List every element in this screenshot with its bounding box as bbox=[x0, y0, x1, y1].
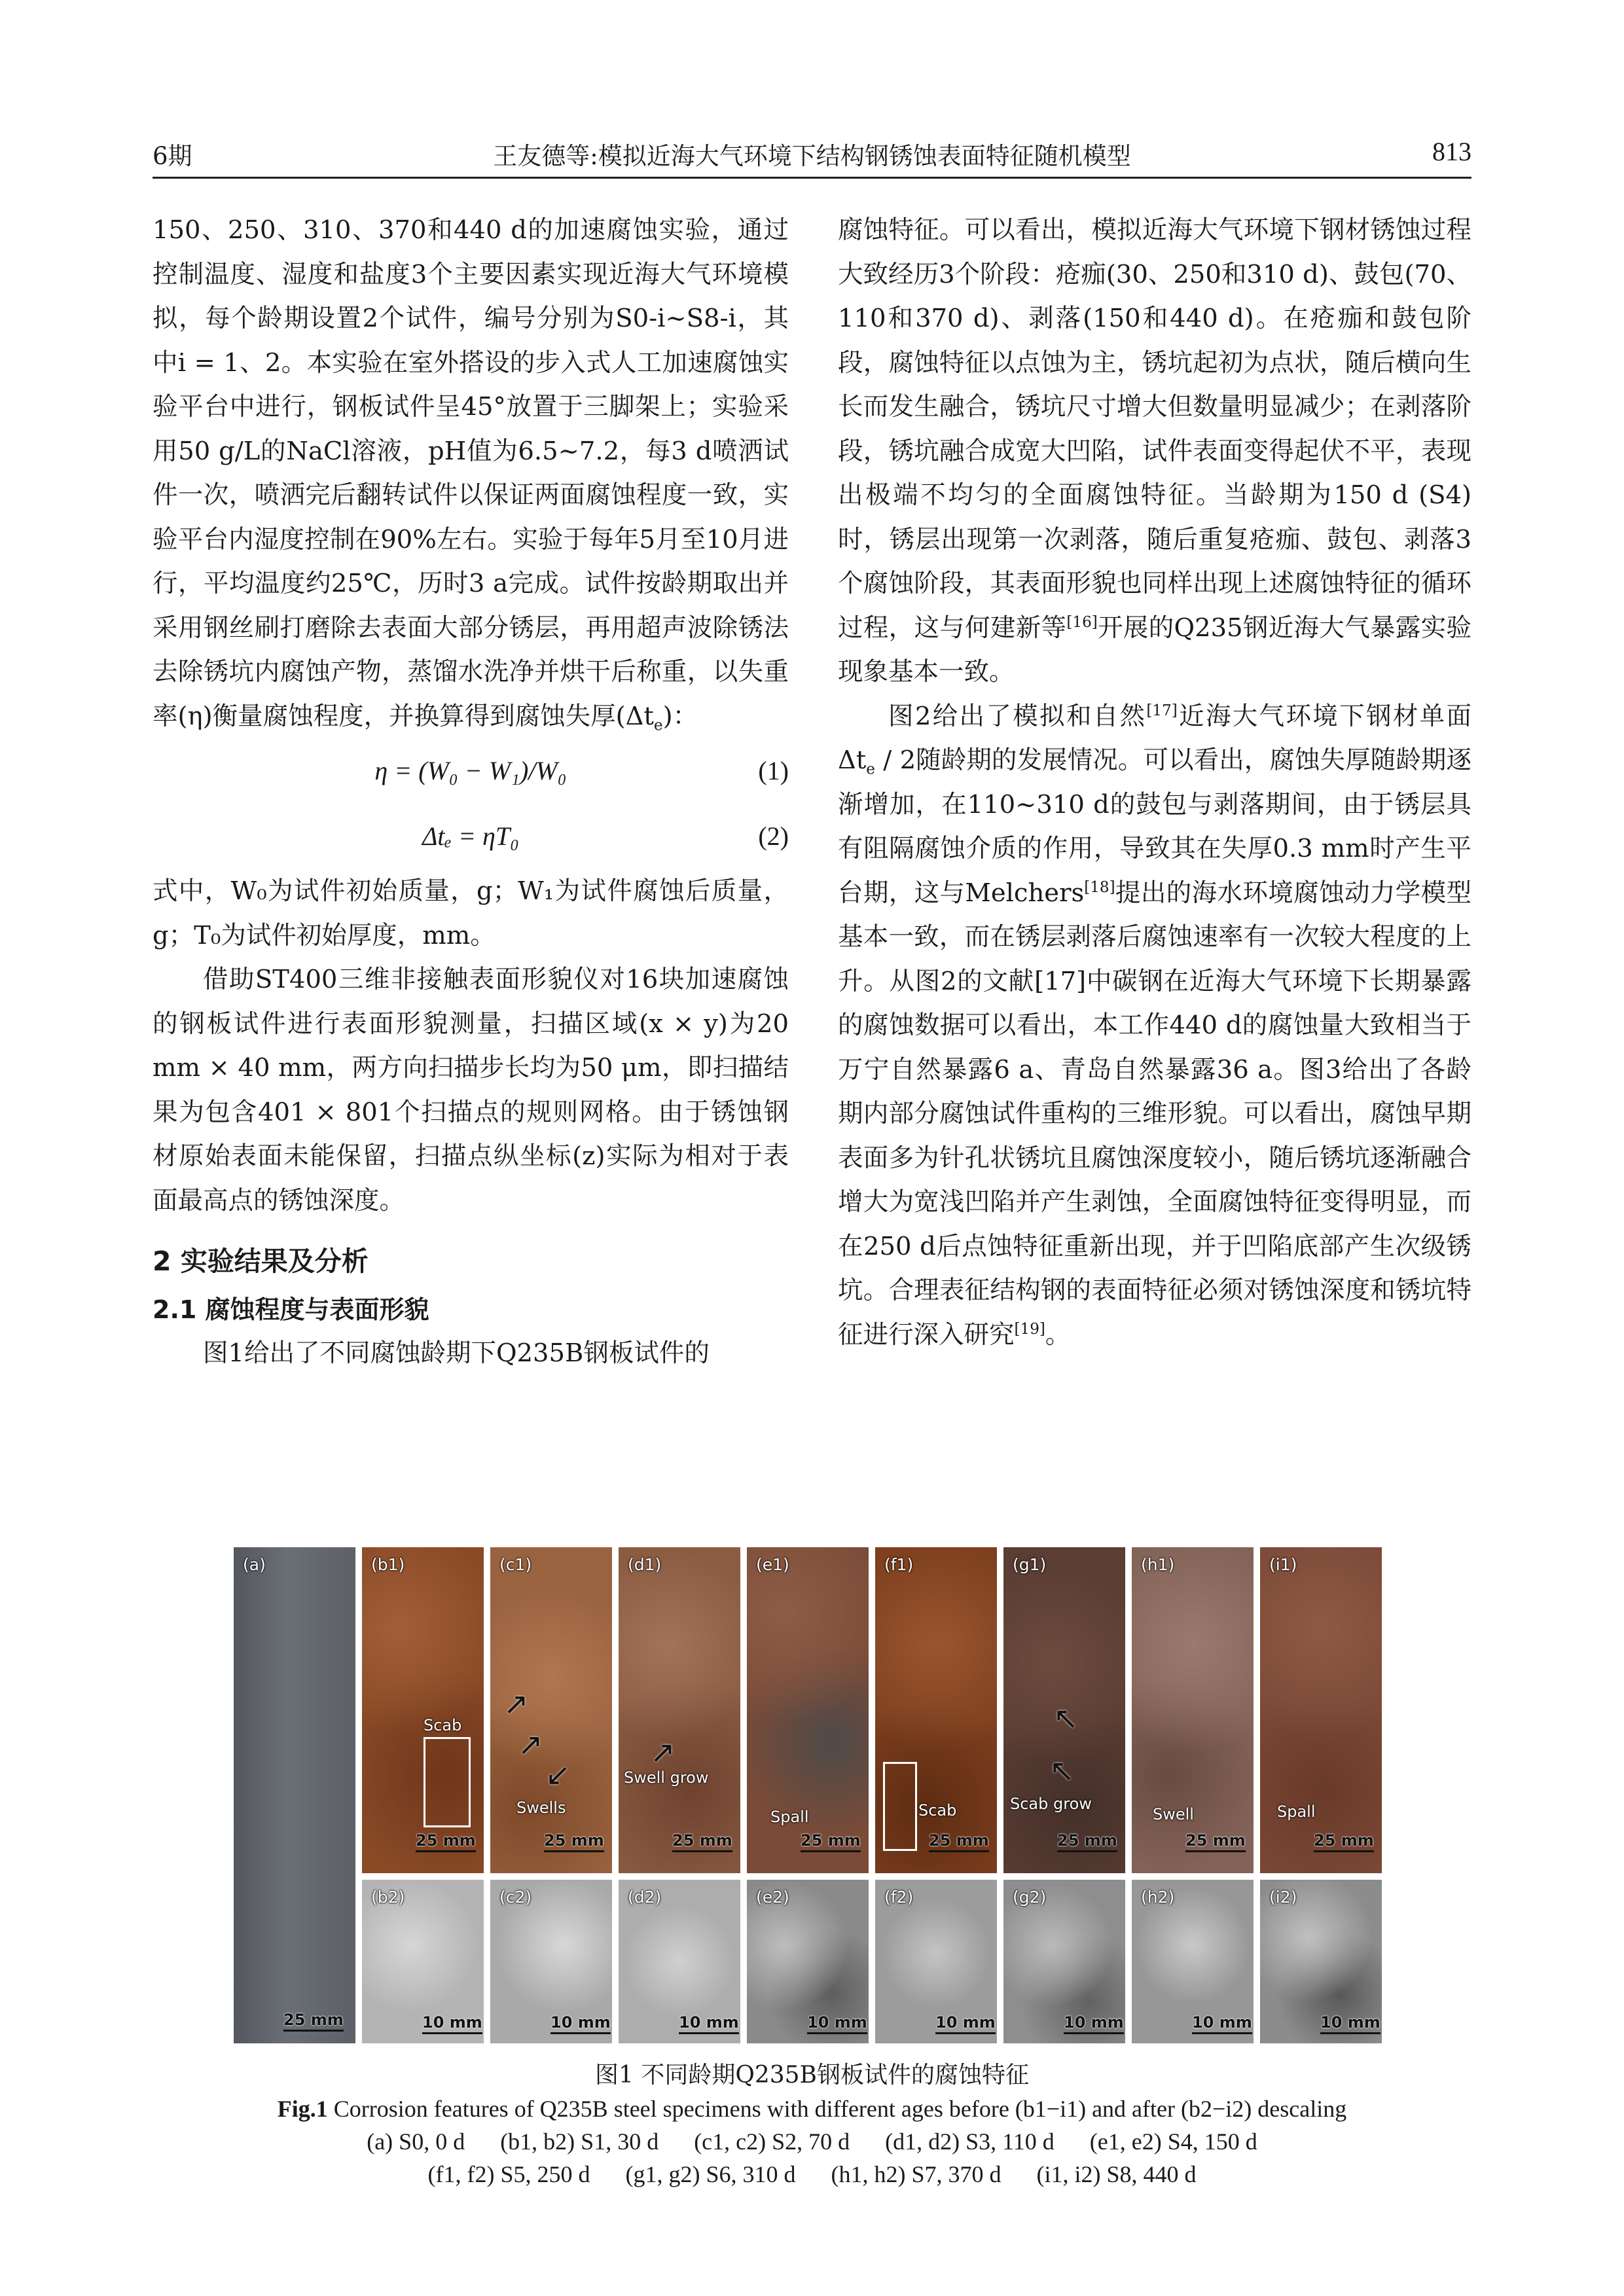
panel-d1-surface bbox=[619, 1547, 740, 1873]
annotation-swell: Swell bbox=[1153, 1805, 1194, 1823]
scale-bar: 10 mm bbox=[935, 2013, 996, 2034]
panel-b2: (b2) 10 mm bbox=[362, 1880, 484, 2043]
scale-bar: 10 mm bbox=[807, 2013, 867, 2034]
panel-h1: (h1) Swell 25 mm bbox=[1132, 1547, 1254, 1873]
running-title: 王友德等:模拟近海大气环境下结构钢锈蚀表面特征随机模型 bbox=[493, 142, 1131, 170]
figure-1 bbox=[234, 1547, 1400, 2043]
paragraph-fig2: 图2给出了模拟和自然[17]近海大气环境下钢材单面$\Delta t_e / 2$随龄期的发展情况。可以看出，腐蚀失厚随龄期逐渐增加，在110~310 d的鼓包与剥落期间，由于锈层具有阻隔腐蚀介质的作用，导致其在失厚0.3 mm时产生平台期，这与Melchers[18]提出的海水环境腐蚀动力学模型基本一致，而在锈层剥落后腐蚀速率有一次较大程度的上升。从图2的文献[17]中碳钢在近海大气环境下长期暴露的腐蚀数据可以看出，本工作440 d的腐蚀量大致相当于万宁自然暴露6 a、青岛自然暴露36 a。图3给出了各龄期内部分腐蚀试件重构的三维形貌。可以看出，腐蚀早期表面多为针孔状锈坑且腐蚀深度较小，随后锈坑逐渐融合增大为宽浅凹陷并产生剥蚀，全面腐蚀特征变得明显，而在250 d后点蚀特征重新出现，并于凹陷底部产生次级锈坑。合理表征结构钢的表面特征必须对锈蚀深度和锈坑特征进行深入研究[19]。 bbox=[838, 701, 1471, 1350]
figure-1-caption bbox=[153, 2058, 1471, 2191]
panel-e2: (e2) 10 mm bbox=[747, 1880, 869, 2043]
scale-bar: 25 mm bbox=[1314, 1831, 1374, 1852]
annotation-scab: Scab bbox=[424, 1716, 462, 1734]
arrow-icon: ↖ bbox=[1049, 1753, 1075, 1788]
annotation-scab: Scab bbox=[918, 1801, 957, 1820]
paragraph-scanning: 借助ST400三维非接触表面形貌仪对16块加速腐蚀的钢板试件进行表面形貌测量，扫描区域(x × y)为20 mm × 40 mm，两方向扫描步长均为50 μm，即扫描结果为包含401 × 801个扫描点的规则网格。由于锈蚀钢材原始表面未能保留，扫描点纵坐标(z)实际为相对于表面最高点的锈蚀深度。 bbox=[153, 965, 789, 1215]
annotation-spall: Spall bbox=[1277, 1803, 1316, 1821]
scale-bar: 10 mm bbox=[1064, 2013, 1124, 2034]
citation-17: [17] bbox=[1146, 702, 1178, 719]
arrow-icon: ↗ bbox=[650, 1734, 676, 1770]
caption-chinese: 图1 不同龄期Q235B钢板试件的腐蚀特征 bbox=[594, 2062, 1030, 2089]
running-header bbox=[153, 136, 1471, 173]
panel-d1: (d1) ↗ Swell grow 25 mm bbox=[619, 1547, 740, 1873]
annotation-swell-grow: Swell grow bbox=[624, 1768, 709, 1787]
panel-a-scale-bar: 25 mm bbox=[283, 2011, 344, 2032]
scale-bar: 25 mm bbox=[544, 1831, 604, 1852]
scale-bar: 25 mm bbox=[1185, 1831, 1246, 1852]
arrow-icon: ↖ bbox=[1053, 1700, 1079, 1736]
panel-h1-surface bbox=[1132, 1547, 1254, 1873]
section-heading: 2 实验结果及分析 bbox=[153, 1246, 369, 1277]
scab-highlight-box bbox=[883, 1762, 917, 1851]
panel-e1: (e1) Spall 25 mm bbox=[747, 1547, 869, 1873]
annotation-swells: Swells bbox=[516, 1799, 566, 1817]
panel-a-label: (a) bbox=[243, 1555, 266, 1574]
paragraph-corrosion-stages: 腐蚀特征。可以看出，模拟近海大气环境下钢材锈蚀过程大致经历3个阶段：疮痂(30、250和310 d)、鼓包(70、110和370 d)、剥落(150和440 d)。在疮痂和鼓包阶段，腐蚀特征以点蚀为主，锈坑起初为点状，随后横向生长而发生融合，锈坑尺寸增大但数量明显减少；在剥落阶段，锈坑融合成宽大凹陷，试件表面变得起伏不平，表现出极端不均匀的全面腐蚀特征。当龄期为150 d (S4)时，锈层出现第一次剥落，随后重复疮痂、鼓包、剥落3个腐蚀阶段，其表面形貌也同样出现上述腐蚀特征的循环过程，这与何建新等[16]开展的Q235钢近海大气暴露实验现象基本一致。 bbox=[838, 215, 1471, 687]
scale-bar: 25 mm bbox=[929, 1831, 989, 1852]
scale-bar: 25 mm bbox=[801, 1831, 861, 1852]
panel-g1: (g1) ↖ ↖ Scab grow 25 mm bbox=[1003, 1547, 1125, 1873]
scab-highlight-box bbox=[424, 1737, 471, 1827]
page-number: 813 bbox=[1432, 137, 1471, 166]
panel-i1: (i1) Spall 25 mm bbox=[1260, 1547, 1382, 1873]
citation-19: [19] bbox=[1014, 1320, 1045, 1338]
scale-bar: 25 mm bbox=[672, 1831, 732, 1852]
paragraph-fig1-intro: 图1给出了不同腐蚀龄期下Q235B钢板试件的 bbox=[203, 1338, 710, 1368]
equation-2: Δtₑ = ηT₀ (2) bbox=[422, 821, 789, 851]
arrow-icon: ↙ bbox=[545, 1757, 571, 1792]
caption-english: Fig.1 Corrosion features of Q235B steel specimens with different ages before (b1−i1) and after (b2−i2) descaling bbox=[277, 2096, 1347, 2122]
panel-a-surface bbox=[234, 1547, 355, 2043]
paragraph-variables: 式中，W₀为试件初始质量，g；W₁为试件腐蚀后质量，g；T₀为试件初始厚度，mm。 bbox=[153, 876, 789, 950]
panel-b1: (b1) Scab 25 mm bbox=[362, 1547, 484, 1873]
panel-i1-surface bbox=[1260, 1547, 1382, 1873]
left-column bbox=[153, 208, 789, 1376]
panel-i2: (i2) 10 mm bbox=[1260, 1880, 1382, 2043]
caption-subpanels-line2: (f1, f2) S5, 250 d (g1, g2) S6, 310 d (h1, h2) S7, 370 d (i1, i2) S8, 440 d bbox=[427, 2161, 1197, 2187]
issue-number: 6期 bbox=[153, 142, 192, 170]
citation-16: [16] bbox=[1066, 613, 1098, 631]
arrow-icon: ↗ bbox=[503, 1686, 529, 1721]
scale-bar: 10 mm bbox=[679, 2013, 739, 2034]
panel-c2: (c2) 10 mm bbox=[490, 1880, 612, 2043]
scale-bar: 25 mm bbox=[1057, 1831, 1117, 1852]
panel-f1: (f1) Scab 25 mm bbox=[875, 1547, 997, 1873]
panel-g2: (g2) 10 mm bbox=[1003, 1880, 1125, 2043]
citation-18: [18] bbox=[1084, 878, 1115, 896]
scale-bar: 10 mm bbox=[422, 2013, 482, 2034]
panel-a bbox=[234, 1547, 355, 2043]
annotation-spall: Spall bbox=[770, 1808, 809, 1826]
paragraph-experiment: 150、250、310、370和440 d的加速腐蚀实验，通过控制温度、湿度和盐度3个主要因素实现近海大气环境模拟，每个龄期设置2个试件，编号分别为S0-i~S8-i，其中i = 1、2。本实验在室外搭设的步入式人工加速腐蚀实验平台中进行，钢板试件呈45°放置于三脚架上；实验采用50 g/L的NaCl溶液，pH值为6.5~7.2，每3 d喷洒试件一次，喷洒完后翻转试件以保证两面腐蚀程度一致，实验平台内湿度控制在90%左右。实验于每年5月至10月进行，平均温度约25℃，历时3 a完成。试件按龄期取出并采用钢丝刷打磨除去表面大部分锈层，再用超声波除锈法去除锈坑内腐蚀产物，蒸馏水洗净并烘干后称重，以失重率(η)衡量腐蚀程度，并换算得到腐蚀失厚$(\Delta t_e)$： bbox=[153, 215, 789, 734]
caption-subpanels-line1: (a) S0, 0 d (b1, b2) S1, 30 d (c1, c2) S2, 70 d (d1, d2) S3, 110 d (e1, e2) S4, 150 d bbox=[367, 2128, 1257, 2155]
panel-f2: (f2) 10 mm bbox=[875, 1880, 997, 2043]
scale-bar: 10 mm bbox=[1320, 2013, 1380, 2034]
panel-d2: (d2) 10 mm bbox=[619, 1880, 740, 2043]
arrow-icon: ↗ bbox=[518, 1727, 543, 1762]
subsection-heading: 2.1 腐蚀程度与表面形貌 bbox=[153, 1295, 429, 1324]
scale-bar: 25 mm bbox=[416, 1831, 476, 1852]
scale-bar: 10 mm bbox=[1192, 2013, 1252, 2034]
right-column bbox=[838, 208, 1471, 1357]
annotation-scab-grow: Scab grow bbox=[1010, 1795, 1092, 1813]
header-rule bbox=[153, 177, 1471, 179]
panel-h2: (h2) 10 mm bbox=[1132, 1880, 1254, 2043]
equation-1: η = (W₀ − W₁)/W₀ (1) bbox=[374, 756, 789, 785]
panel-c1: (c1) ↗ ↗ ↙ Swells 25 mm bbox=[490, 1547, 612, 1873]
scale-bar: 10 mm bbox=[550, 2013, 611, 2034]
